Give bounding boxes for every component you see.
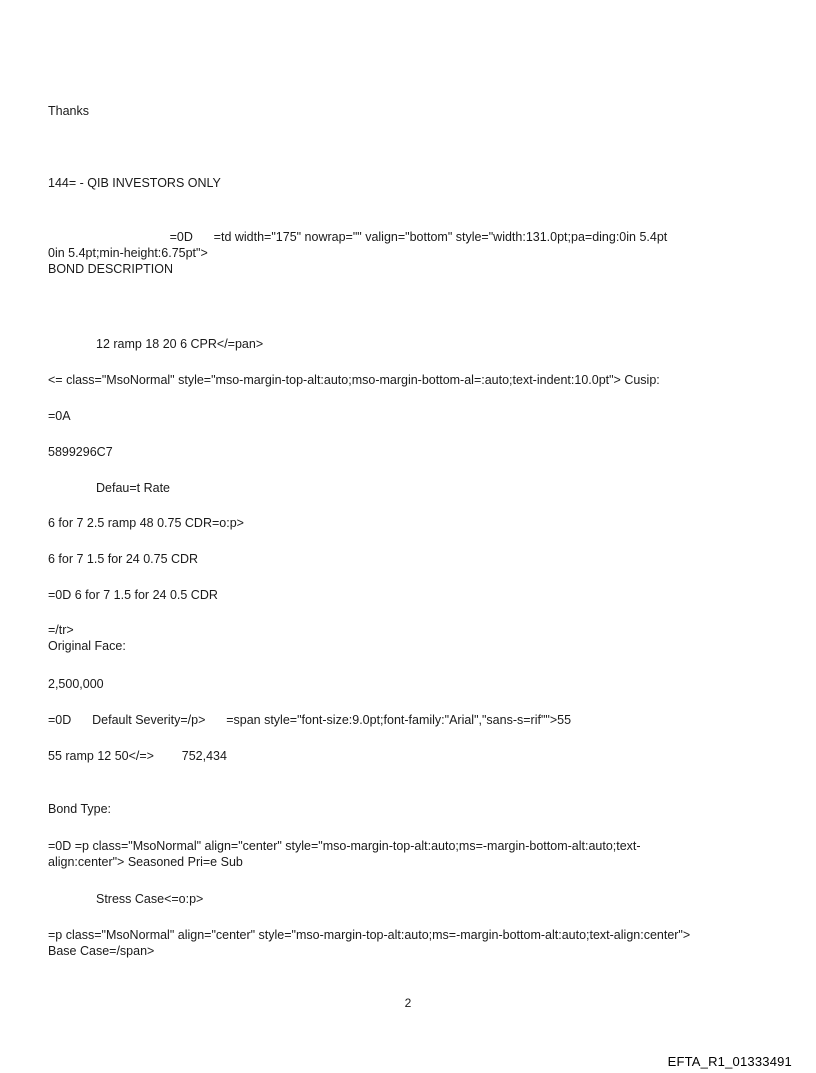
line-qib-investors: 144= - QIB INVESTORS ONLY bbox=[48, 176, 221, 190]
page-number: 2 bbox=[404, 996, 412, 1010]
line-cdr-1: 6 for 7 2.5 ramp 48 0.75 CDR=o:p> bbox=[48, 516, 244, 530]
line-cdr-2: 6 for 7 1.5 for 24 0.75 CDR bbox=[48, 552, 199, 566]
line-cusip: <= class="MsoNormal" style="mso-margin-top-alt:auto;mso-margin-bottom-al=:auto;text-indent:10.0pt"> Cusip: bbox=[48, 373, 660, 387]
line-severity-ramp: 55 ramp 12 50</=> 752,434 bbox=[48, 749, 227, 763]
line-thanks: Thanks bbox=[48, 104, 89, 118]
line-cpr: 12 ramp 18 20 6 CPR</=pan> bbox=[96, 337, 264, 351]
line-base-case: =p class="MsoNormal" align="center" style="mso-margin-top-alt:auto;ms=-margin-bottom-alt:auto;text-align:center"> Base Case=/span> bbox=[48, 928, 691, 958]
line-default-severity: =0D Default Severity=/p> =span style="font-size:9.0pt;font-family:"Arial","sans-s=rif"">55 bbox=[48, 713, 572, 727]
line-0a: =0A bbox=[48, 409, 71, 423]
line-default-rate: Defau=t Rate bbox=[96, 481, 171, 495]
line-original-face-value: 2,500,000 bbox=[48, 677, 104, 691]
line-bond-type: Bond Type: bbox=[48, 802, 112, 816]
line-cdr-3: =0D 6 for 7 1.5 for 24 0.5 CDR bbox=[48, 588, 218, 602]
line-stress-case: Stress Case<=o:p> bbox=[96, 892, 204, 906]
line-seasoned-prime-sub: =0D =p class="MsoNormal" align="center" style="mso-margin-top-alt:auto;ms=-margin-bottom-alt:auto;text- align:center"> Seasoned Pri=e Sub bbox=[48, 839, 641, 869]
document-id: EFTA_R1_01333491 bbox=[667, 1054, 792, 1069]
line-cusip-value: 5899296C7 bbox=[48, 445, 113, 459]
line-td-width-bond-description: =0D =td width="175" nowrap="" valign="bottom" style="width:131.0pt;pa=ding:0in 5.4pt 0in 5.4pt;min-height:6.75pt"> BOND DESCRIPTION bbox=[48, 230, 668, 276]
line-original-face: =/tr> Original Face: bbox=[48, 623, 126, 653]
